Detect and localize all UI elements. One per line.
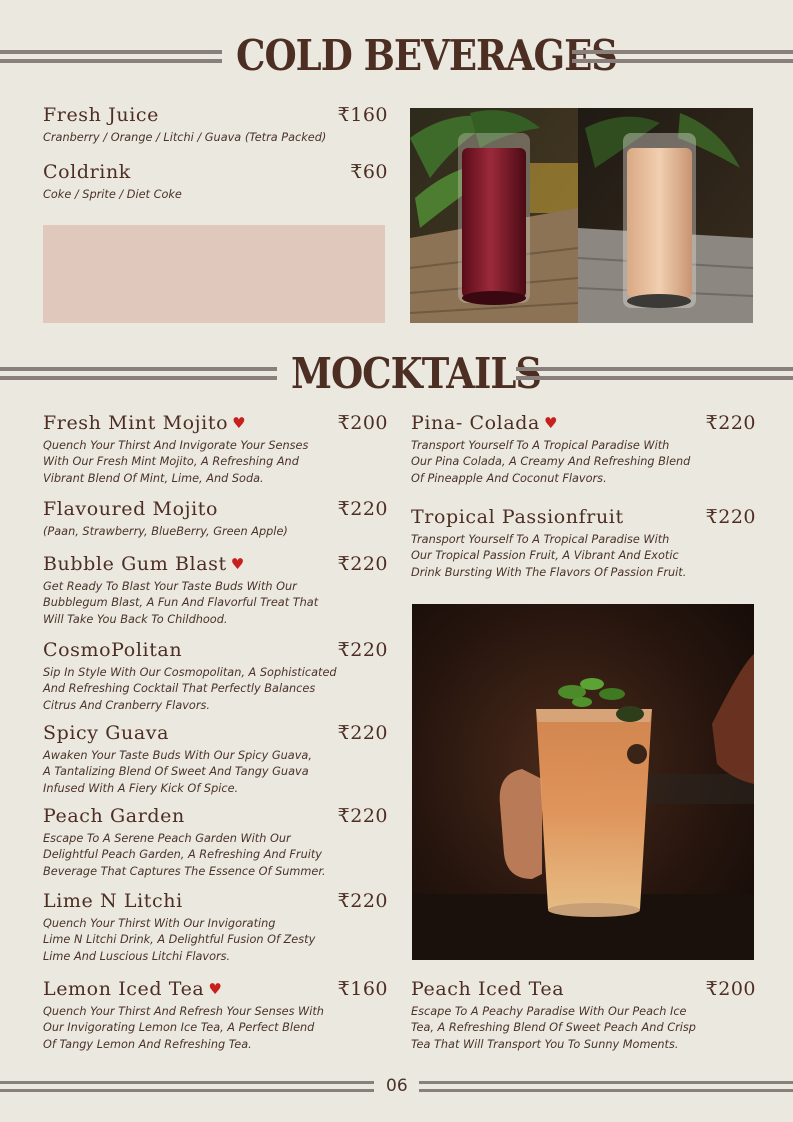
item-price: ₹220 bbox=[337, 553, 388, 575]
item-price: ₹60 bbox=[350, 161, 388, 183]
item-description: Coke / Sprite / Diet Coke bbox=[43, 188, 182, 201]
item-name: Lemon Iced Tea ♥ bbox=[43, 978, 223, 1000]
item-description: Quench Your Thirst And Refresh Your Senses With Our Invigorating Lemon Ice Tea, A Perfect Blend Of Tangy Lemon And Refreshing Tea. bbox=[43, 1005, 324, 1051]
item-name: Fresh Juice bbox=[43, 104, 159, 126]
item-description: Transport Yourself To A Tropical Paradise With Our Pina Colada, A Creamy And Refreshing Blend Of Pineapple And Coconut Flavors. bbox=[411, 439, 691, 485]
menu-item-peach-garden bbox=[43, 805, 388, 880]
item-price: ₹200 bbox=[337, 412, 388, 434]
header-rule-right bbox=[516, 367, 793, 380]
footer-rule-left bbox=[0, 1081, 374, 1092]
menu-item-flavoured-mojito bbox=[43, 498, 388, 540]
menu-item-fresh-mint-mojito bbox=[43, 412, 388, 487]
header-rule-left bbox=[0, 367, 277, 380]
item-name: Bubble Gum Blast ♥ bbox=[43, 553, 245, 575]
menu-item-spicy-guava bbox=[43, 722, 388, 797]
item-price: ₹220 bbox=[337, 890, 388, 912]
menu-item-lime-n-litchi bbox=[43, 890, 388, 965]
item-name: Pina- Colada ♥ bbox=[411, 412, 559, 434]
item-price: ₹220 bbox=[337, 722, 388, 744]
menu-item-lemon-iced-tea bbox=[43, 978, 388, 1053]
item-description: Quench Your Thirst And Invigorate Your Senses With Our Fresh Mint Mojito, A Refreshing And Vibrant Blend Of Mint, Lime, And Soda. bbox=[43, 439, 309, 485]
menu-item-peach-iced-tea bbox=[411, 978, 756, 1053]
item-description: Awaken Your Taste Buds With Our Spicy Guava, A Tantalizing Blend Of Sweet And Tangy Guava Infused With A Fiery Kick Of Spice. bbox=[43, 749, 312, 795]
item-name: Tropical Passionfruit bbox=[411, 506, 624, 528]
cold-drinks-photo bbox=[410, 108, 753, 323]
heart-icon: ♥ bbox=[543, 414, 559, 432]
item-price: ₹160 bbox=[337, 978, 388, 1000]
item-description: Cranberry / Orange / Litchi / Guava (Tetra Packed) bbox=[43, 131, 327, 144]
placeholder-block bbox=[43, 225, 385, 323]
item-name: Flavoured Mojito bbox=[43, 498, 219, 520]
item-price: ₹220 bbox=[337, 639, 388, 661]
item-name: Fresh Mint Mojito ♥ bbox=[43, 412, 247, 434]
item-name: Coldrink bbox=[43, 161, 131, 183]
menu-item-pina-colada bbox=[411, 412, 756, 487]
heart-icon: ♥ bbox=[232, 414, 247, 432]
mojito-photo bbox=[412, 604, 754, 960]
item-description: Get Ready To Blast Your Taste Buds With Our Bubblegum Blast, A Fun And Flavorful Treat That Will Take You Back To Childhood. bbox=[43, 580, 319, 626]
item-price: ₹200 bbox=[705, 978, 756, 1000]
item-name: Peach Iced Tea bbox=[411, 978, 565, 1000]
section-title-cold-beverages: COLD BEVERAGES bbox=[236, 29, 618, 81]
item-description: Sip In Style With Our Cosmopolitan, A Sophisticated And Refreshing Cocktail That Perfectly Balances Citrus And Cranberry Flavors. bbox=[43, 666, 337, 712]
item-price: ₹220 bbox=[337, 498, 388, 520]
item-description: (Paan, Strawberry, BlueBerry, Green Apple) bbox=[43, 525, 288, 538]
menu-item-bubble-gum-blast bbox=[43, 553, 388, 628]
item-name: Lime N Litchi bbox=[43, 890, 183, 912]
header-rule-left bbox=[0, 50, 222, 63]
heart-icon: ♥ bbox=[208, 980, 223, 998]
item-price: ₹220 bbox=[705, 506, 756, 528]
item-description: Quench Your Thirst With Our Invigorating Lime N Litchi Drink, A Delightful Fusion Of Zesty Lime And Luscious Litchi Flavors. bbox=[43, 917, 316, 963]
menu-item-coldrink bbox=[43, 161, 388, 203]
menu-item-fresh-juice bbox=[43, 104, 388, 146]
item-description: Escape To A Peachy Paradise With Our Peach Ice Tea, A Refreshing Blend Of Sweet Peach And Crisp Tea That Will Transport You To Sunny Moments. bbox=[411, 1005, 696, 1051]
item-price: ₹160 bbox=[337, 104, 388, 126]
menu-item-tropical-passionfruit bbox=[411, 506, 756, 581]
item-description: Transport Yourself To A Tropical Paradise With Our Tropical Passion Fruit, A Vibrant And Exotic Drink Bursting With The Flavors Of Passion Fruit. bbox=[411, 533, 687, 579]
item-price: ₹220 bbox=[337, 805, 388, 827]
header-rule-right bbox=[572, 50, 793, 63]
item-name: Spicy Guava bbox=[43, 722, 170, 744]
item-description: Escape To A Serene Peach Garden With Our Delightful Peach Garden, A Refreshing And Fruity Beverage That Captures The Essence Of Summer. bbox=[43, 832, 326, 878]
section-title-mocktails: MOCKTAILS bbox=[291, 347, 542, 399]
heart-icon: ♥ bbox=[230, 555, 245, 573]
menu-item-cosmopolitan bbox=[43, 639, 388, 714]
footer-rule-right bbox=[419, 1081, 793, 1092]
item-price: ₹220 bbox=[705, 412, 756, 434]
item-name: Peach Garden bbox=[43, 805, 185, 827]
page-number: 06 bbox=[386, 1076, 408, 1096]
item-name: CosmoPolitan bbox=[43, 639, 183, 661]
